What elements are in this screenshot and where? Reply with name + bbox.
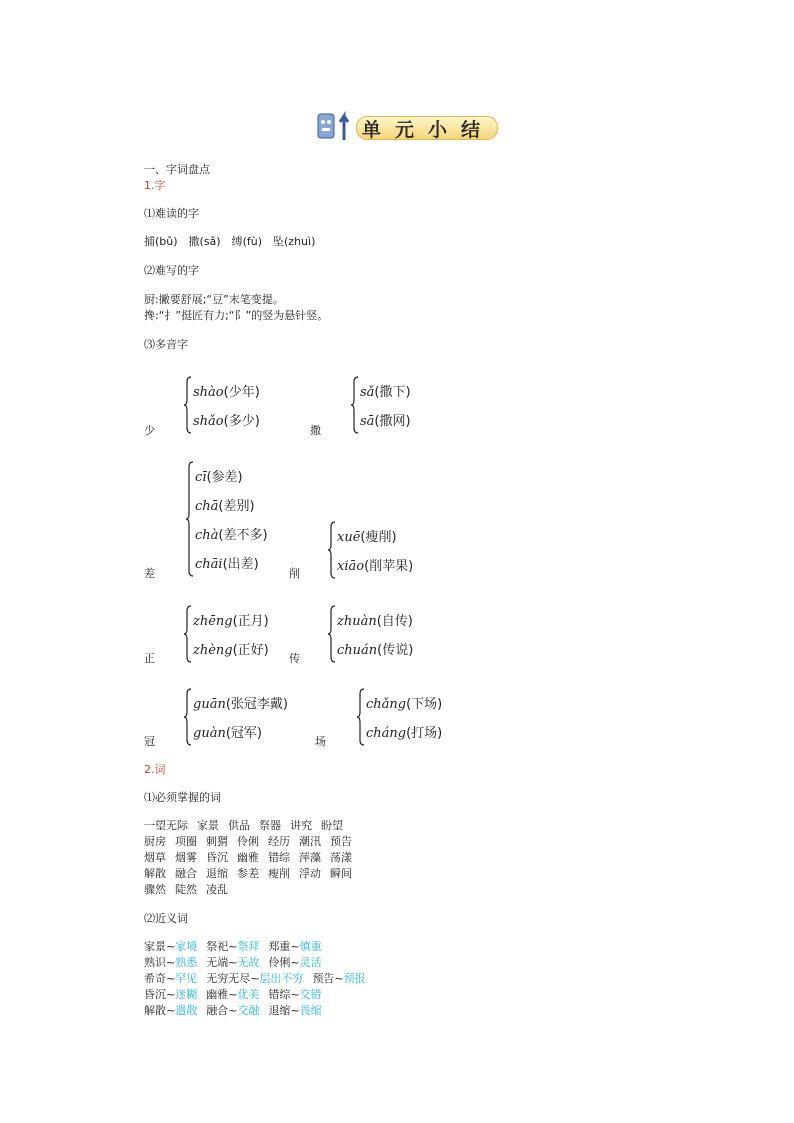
- synonym-pair: [144, 954, 197, 970]
- example-word: (差不多): [218, 528, 268, 543]
- example-word: (张冠李戴): [225, 697, 288, 712]
- pinyin: chà: [195, 528, 219, 543]
- vocab-word: 潮汛: [299, 835, 321, 848]
- synonym-word: 预告~: [312, 972, 344, 985]
- synonym-answer: 遣散: [175, 1004, 198, 1017]
- polyphone-char: 差: [144, 567, 155, 580]
- polyphone-reading: [360, 381, 411, 400]
- pinyin: guān: [193, 697, 226, 712]
- vocab-word: 昏沉: [206, 851, 228, 864]
- vocab-word: 瘦削: [268, 867, 290, 880]
- pinyin: zhēng: [193, 614, 233, 629]
- synonym-answer: 交错: [299, 988, 322, 1001]
- synonym-word: 解散~: [144, 1004, 176, 1017]
- example-word: (少年): [223, 385, 260, 400]
- synonym-pair: [206, 954, 259, 970]
- vocab-word: 盼望: [321, 819, 343, 832]
- example-word: (下场): [406, 697, 443, 712]
- synonym-answer: 无故: [237, 956, 260, 969]
- must-words-title: ⑴必须掌握的词: [144, 791, 221, 804]
- synonym-word: 无端~: [206, 956, 238, 969]
- vocab-word: 经历: [268, 835, 290, 848]
- vocab-word: 解散: [144, 867, 166, 880]
- vocab-word: 融合: [175, 867, 197, 880]
- synonym-answer: 祭拜: [237, 940, 260, 953]
- vocab-word: 讲究: [290, 819, 312, 832]
- polyphone-reading: [366, 693, 442, 712]
- pinyin: chuán: [337, 643, 378, 658]
- synonym-pair: [144, 970, 197, 986]
- polyphone-char: 削: [289, 567, 300, 580]
- vocab-word: 一望无际: [144, 819, 188, 832]
- synonym-pair: [206, 938, 259, 954]
- pinyin: guàn: [193, 726, 226, 741]
- example-word: (参差): [206, 470, 243, 485]
- synonym-row: [144, 970, 375, 986]
- brace-icon: [328, 521, 336, 579]
- difficult-read-title: ⑴难读的字: [144, 207, 199, 220]
- synonym-word: 昏沉~: [144, 988, 176, 1001]
- synonym-row: [144, 986, 331, 1002]
- brace-icon: [357, 688, 365, 746]
- synonym-word: 家景~: [144, 940, 176, 953]
- vocab-word: 项圈: [175, 835, 197, 848]
- polyphone-char: 场: [315, 735, 326, 748]
- synonym-answer: 预报: [343, 972, 366, 985]
- synonym-answer: 熟悉: [175, 956, 198, 969]
- vocab-word: 参差: [237, 867, 259, 880]
- synonym-word: 熟识~: [144, 956, 176, 969]
- brace-icon: [186, 461, 194, 577]
- vocab-word: 厨房: [144, 835, 166, 848]
- synonym-word: 伶俐~: [268, 956, 300, 969]
- pinyin: shǎo: [193, 414, 224, 429]
- synonym-word: 希奇~: [144, 972, 176, 985]
- vocab-word: 错综: [268, 851, 290, 864]
- polyphone-reading: [195, 553, 259, 572]
- example-word: (正好): [232, 643, 269, 658]
- synonym-pair: [206, 986, 259, 1002]
- brace-icon: [184, 376, 192, 434]
- vocab-word: 供品: [228, 819, 250, 832]
- vocab-word: 骤然: [144, 883, 166, 896]
- vocab-word: 祭器: [259, 819, 281, 832]
- example-word: (多少): [223, 414, 260, 429]
- polyphone-reading: [195, 495, 255, 514]
- pinyin: cháng: [366, 726, 407, 741]
- brace-icon: [184, 605, 192, 663]
- example-word: (撒下): [374, 385, 411, 400]
- robot-arrow-icon: [316, 108, 356, 144]
- polyphone-reading: [337, 610, 413, 629]
- polyphone-reading: [337, 526, 397, 545]
- polyphone-reading: [193, 410, 260, 429]
- vocab-word: 烟雾: [175, 851, 197, 864]
- pinyin: sǎ: [360, 385, 375, 400]
- pinyin: chāi: [195, 557, 223, 572]
- section-heading: 一、字词盘点: [144, 163, 210, 176]
- polyphone-reading: [360, 410, 411, 429]
- synonym-answer: 灵活: [299, 956, 322, 969]
- polyphone-reading: [193, 610, 269, 629]
- synonym-pair: [312, 970, 365, 986]
- synonym-word: 融合~: [206, 1004, 238, 1017]
- synonym-pair: [144, 986, 197, 1002]
- synonym-word: 退缩~: [268, 1004, 300, 1017]
- synonym-pair: [268, 954, 321, 970]
- synonym-pair: [206, 1002, 259, 1018]
- polyphone-reading: [193, 693, 288, 712]
- synonym-pair: [268, 938, 321, 954]
- example-word: (瘦削): [360, 530, 397, 545]
- vocab-word: 荡漾: [330, 851, 352, 864]
- vocab-word: 萍藻: [299, 851, 321, 864]
- synonym-row: [144, 1002, 331, 1018]
- pinyin: chǎng: [366, 697, 407, 712]
- subsection-words: 2.词: [144, 763, 166, 776]
- pinyin: chā: [195, 499, 219, 514]
- example-word: (自传): [376, 614, 413, 629]
- example-word: (传说): [377, 643, 414, 658]
- polyphone-reading: [195, 524, 268, 543]
- pinyin: zhèng: [193, 643, 233, 658]
- pinyin: sā: [360, 414, 375, 429]
- synonym-answer: 优美: [237, 988, 260, 1001]
- example-word: (撒网): [374, 414, 411, 429]
- polyphone-reading: [193, 639, 269, 658]
- example-word: (正月): [232, 614, 269, 629]
- word-row: [144, 881, 237, 897]
- pinyin: cī: [195, 470, 207, 485]
- vocab-word: 凌乱: [206, 883, 228, 896]
- polyphone-char: 撒: [310, 424, 321, 437]
- difficult-write-line2: 搀:“扌”挺匠有力;“阝”的竖为悬针竖。: [144, 309, 329, 322]
- pinyin: xiāo: [337, 559, 365, 574]
- difficult-read-text: 捕(bǔ) 撒(sǎ) 缚(fù) 坠(zhuì): [144, 235, 316, 248]
- brace-icon: [351, 376, 359, 434]
- polyphone-reading: [337, 555, 413, 574]
- synonym-word: 错综~: [268, 988, 300, 1001]
- synonym-pair: [144, 938, 197, 954]
- brace-icon: [328, 605, 336, 663]
- synonym-word: 幽雅~: [206, 988, 238, 1001]
- synonym-row: [144, 954, 331, 970]
- polyphone-char: 正: [144, 652, 155, 665]
- example-word: (削苹果): [364, 559, 414, 574]
- vocab-word: 退缩: [206, 867, 228, 880]
- synonym-answer: 层出不穷: [259, 972, 304, 985]
- synonym-answer: 交融: [237, 1004, 260, 1017]
- vocab-word: 刺猬: [206, 835, 228, 848]
- synonym-word: 郑重~: [268, 940, 300, 953]
- vocab-word: 幽雅: [237, 851, 259, 864]
- brace-icon: [184, 688, 192, 746]
- difficult-write-line1: 厨:撇要舒展;“豆”末笔变提。: [144, 293, 284, 306]
- polyphone-char: 少: [144, 424, 155, 437]
- polyphone-reading: [193, 722, 262, 741]
- synonym-pair: [206, 970, 303, 986]
- synonym-row: [144, 938, 331, 954]
- polyphone-reading: [366, 722, 442, 741]
- pinyin: shào: [193, 385, 224, 400]
- example-word: (打场): [406, 726, 443, 741]
- polyphone-reading: [195, 466, 243, 485]
- example-word: (冠军): [225, 726, 262, 741]
- example-word: (出差): [222, 557, 259, 572]
- example-word: (差别): [218, 499, 255, 514]
- pinyin: xuē: [337, 530, 361, 545]
- synonym-answer: 迷糊: [175, 988, 198, 1001]
- synonym-answer: 罕见: [175, 972, 198, 985]
- synonym-pair: [268, 1002, 321, 1018]
- synonym-answer: 畏缩: [299, 1004, 322, 1017]
- synonym-pair: [268, 986, 321, 1002]
- page-title: 单元小结: [362, 119, 495, 141]
- polyphone-reading: [337, 639, 413, 658]
- pinyin: zhuàn: [337, 614, 377, 629]
- word-row: [144, 849, 361, 865]
- vocab-word: 家景: [197, 819, 219, 832]
- synonym-answer: 慎重: [299, 940, 322, 953]
- vocab-word: 陡然: [175, 883, 197, 896]
- vocab-word: 预告: [330, 835, 352, 848]
- vocab-word: 瞬间: [330, 867, 352, 880]
- synonym-pair: [144, 1002, 197, 1018]
- polyphone-reading: [193, 381, 260, 400]
- word-row: [144, 817, 352, 833]
- word-row: [144, 833, 361, 849]
- difficult-write-title: ⑵难写的字: [144, 264, 199, 277]
- synonyms-title: ⑵近义词: [144, 912, 188, 925]
- polyphone-char: 传: [289, 652, 300, 665]
- vocab-word: 浮动: [299, 867, 321, 880]
- synonym-answer: 家境: [175, 940, 198, 953]
- polyphone-char: 冠: [144, 735, 155, 748]
- synonym-word: 祭祀~: [206, 940, 238, 953]
- vocab-word: 伶俐: [237, 835, 259, 848]
- polyphone-title: ⑶多音字: [144, 338, 188, 351]
- subsection-chars: 1.字: [144, 179, 166, 192]
- synonym-word: 无穷无尽~: [206, 972, 260, 985]
- unit-summary-header: [316, 108, 496, 144]
- vocab-word: 烟草: [144, 851, 166, 864]
- word-row: [144, 865, 361, 881]
